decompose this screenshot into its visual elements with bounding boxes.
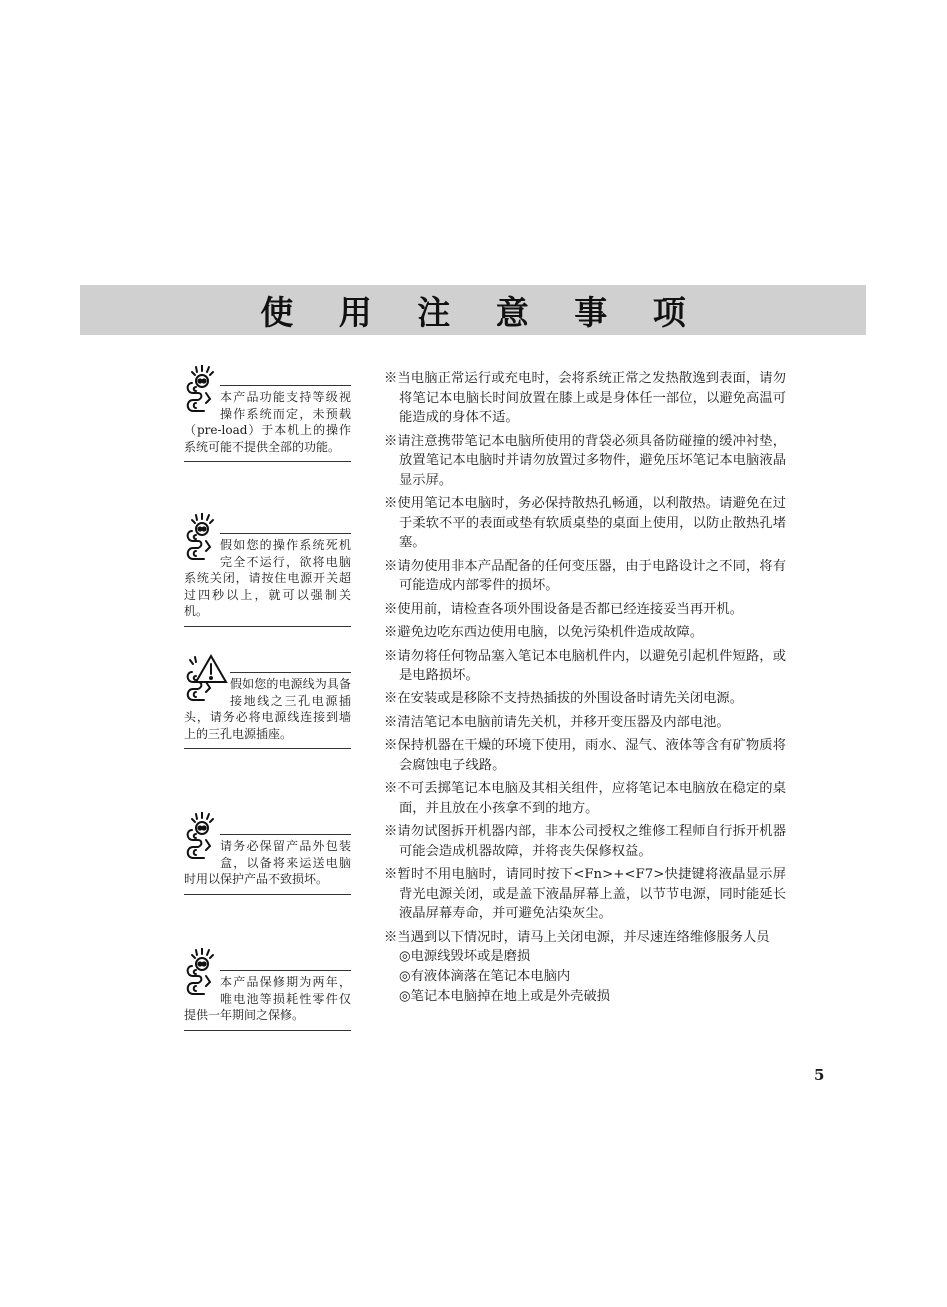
list-item: ※请勿将任何物品塞入笔记本电脑机件内，以避免引起机件短路，或是电路损坏。 <box>384 648 786 684</box>
list-item: ※避免边吃东西边使用电脑，以免污染机件造成故障。 <box>384 625 704 641</box>
note-text: 本产品功能支持等级视操作系统而定，未预载（pre-load）于本机上的操作系统可能不提供全部的功能。 <box>184 390 351 454</box>
note-text: 假如您的电源线为具备接地线之三孔电源插头，请务必将电源线连接到墙上的三孔电源插座。 <box>184 677 351 741</box>
sub-list-item: ◎电源线毁坏或是磨损 <box>399 949 531 965</box>
lightbulb-person-icon <box>184 812 218 862</box>
precautions-list <box>384 369 786 1006</box>
sidebar-note <box>184 812 351 895</box>
note-text: 假如您的操作系统死机完全不运行，欲将电脑系统关闭，请按住电源开关超过四秒以上，就可以强制关机。 <box>184 538 351 619</box>
list-item: ※请注意携带笔记本电脑所使用的背袋必须具备防碰撞的缓冲衬垫，放置笔记本电脑时并请勿放置过多物件，避免压坏笔记本电脑液晶显示屏。 <box>384 433 786 488</box>
sidebar-note <box>184 365 351 462</box>
section-title: 使 用 注 意 事 项 <box>260 292 703 332</box>
note-text: 请务必保留产品外包装盒，以备将来运送电脑时用以保护产品不致损坏。 <box>184 839 351 887</box>
lightbulb-person-icon <box>184 948 218 998</box>
page-number: 5 <box>814 1066 825 1084</box>
list-item: ※暂时不用电脑时，请同时按下<Fn>+<F7>快捷键将液晶显示屏背光电源关闭，或是盖下液晶屏幕上盖，以节节电源，同时能延长液晶屏幕寿命，并可避免沾染灰尘。 <box>384 867 786 922</box>
sub-list-item: ◎有液体滴落在笔记本电脑内 <box>399 968 571 984</box>
list-item: ※清洁笔记本电脑前请先关机，并移开变压器及内部电池。 <box>384 714 730 730</box>
sub-list-item: ◎笔记本电脑掉在地上或是外壳破损 <box>399 988 611 1004</box>
list-item: ※请勿试图拆开机器内部，非本公司授权之维修工程师自行拆开机器可能会造成机器故障，并将丧失保修权益。 <box>384 824 786 859</box>
list-item: ※请勿使用非本产品配备的任何变压器，由于电路设计之不同，将有可能造成内部零件的损坏。 <box>384 558 786 594</box>
note-text: 本产品保修期为两年，唯电池等损耗性零件仅提供一年期间之保修。 <box>184 975 351 1023</box>
sidebar-note <box>184 948 351 1031</box>
sidebar-note <box>184 654 351 749</box>
list-item: ※使用笔记本电脑时，务必保持散热孔畅通，以利散热。请避免在过于柔软不平的表面或垫有软质桌垫的桌面上使用，以防止散热孔堵塞。 <box>384 496 786 551</box>
warning-person-icon <box>184 654 228 704</box>
list-item: ※不可丢掷笔记本电脑及其相关组件，应将笔记本电脑放在稳定的桌面，并且放在小孩拿不到的地方。 <box>384 781 786 816</box>
lightbulb-person-icon <box>184 365 218 415</box>
list-item: ※在安装或是移除不支持热插拔的外围设备时请先关闭电源。 <box>384 691 744 707</box>
sidebar-note <box>184 513 351 627</box>
lightbulb-person-icon <box>184 513 218 563</box>
list-item: ※保持机器在干燥的环境下使用，雨水、湿气、液体等含有矿物质将会腐蚀电子线路。 <box>384 738 786 773</box>
section-title-bar <box>80 285 866 335</box>
list-item: ※当电脑正常运行或充电时，会将系统正常之发热散逸到表面，请勿将笔记本电脑长时间放置在膝上或是身体任一部位，以避免高温可能造成的身体不适。 <box>384 371 786 426</box>
list-item: ※当遇到以下情况时，请马上关闭电源，并尽速连络维修服务人员 <box>384 929 770 945</box>
list-item: ※使用前，请检查各项外围设备是否都已经连接妥当再开机。 <box>384 601 744 617</box>
